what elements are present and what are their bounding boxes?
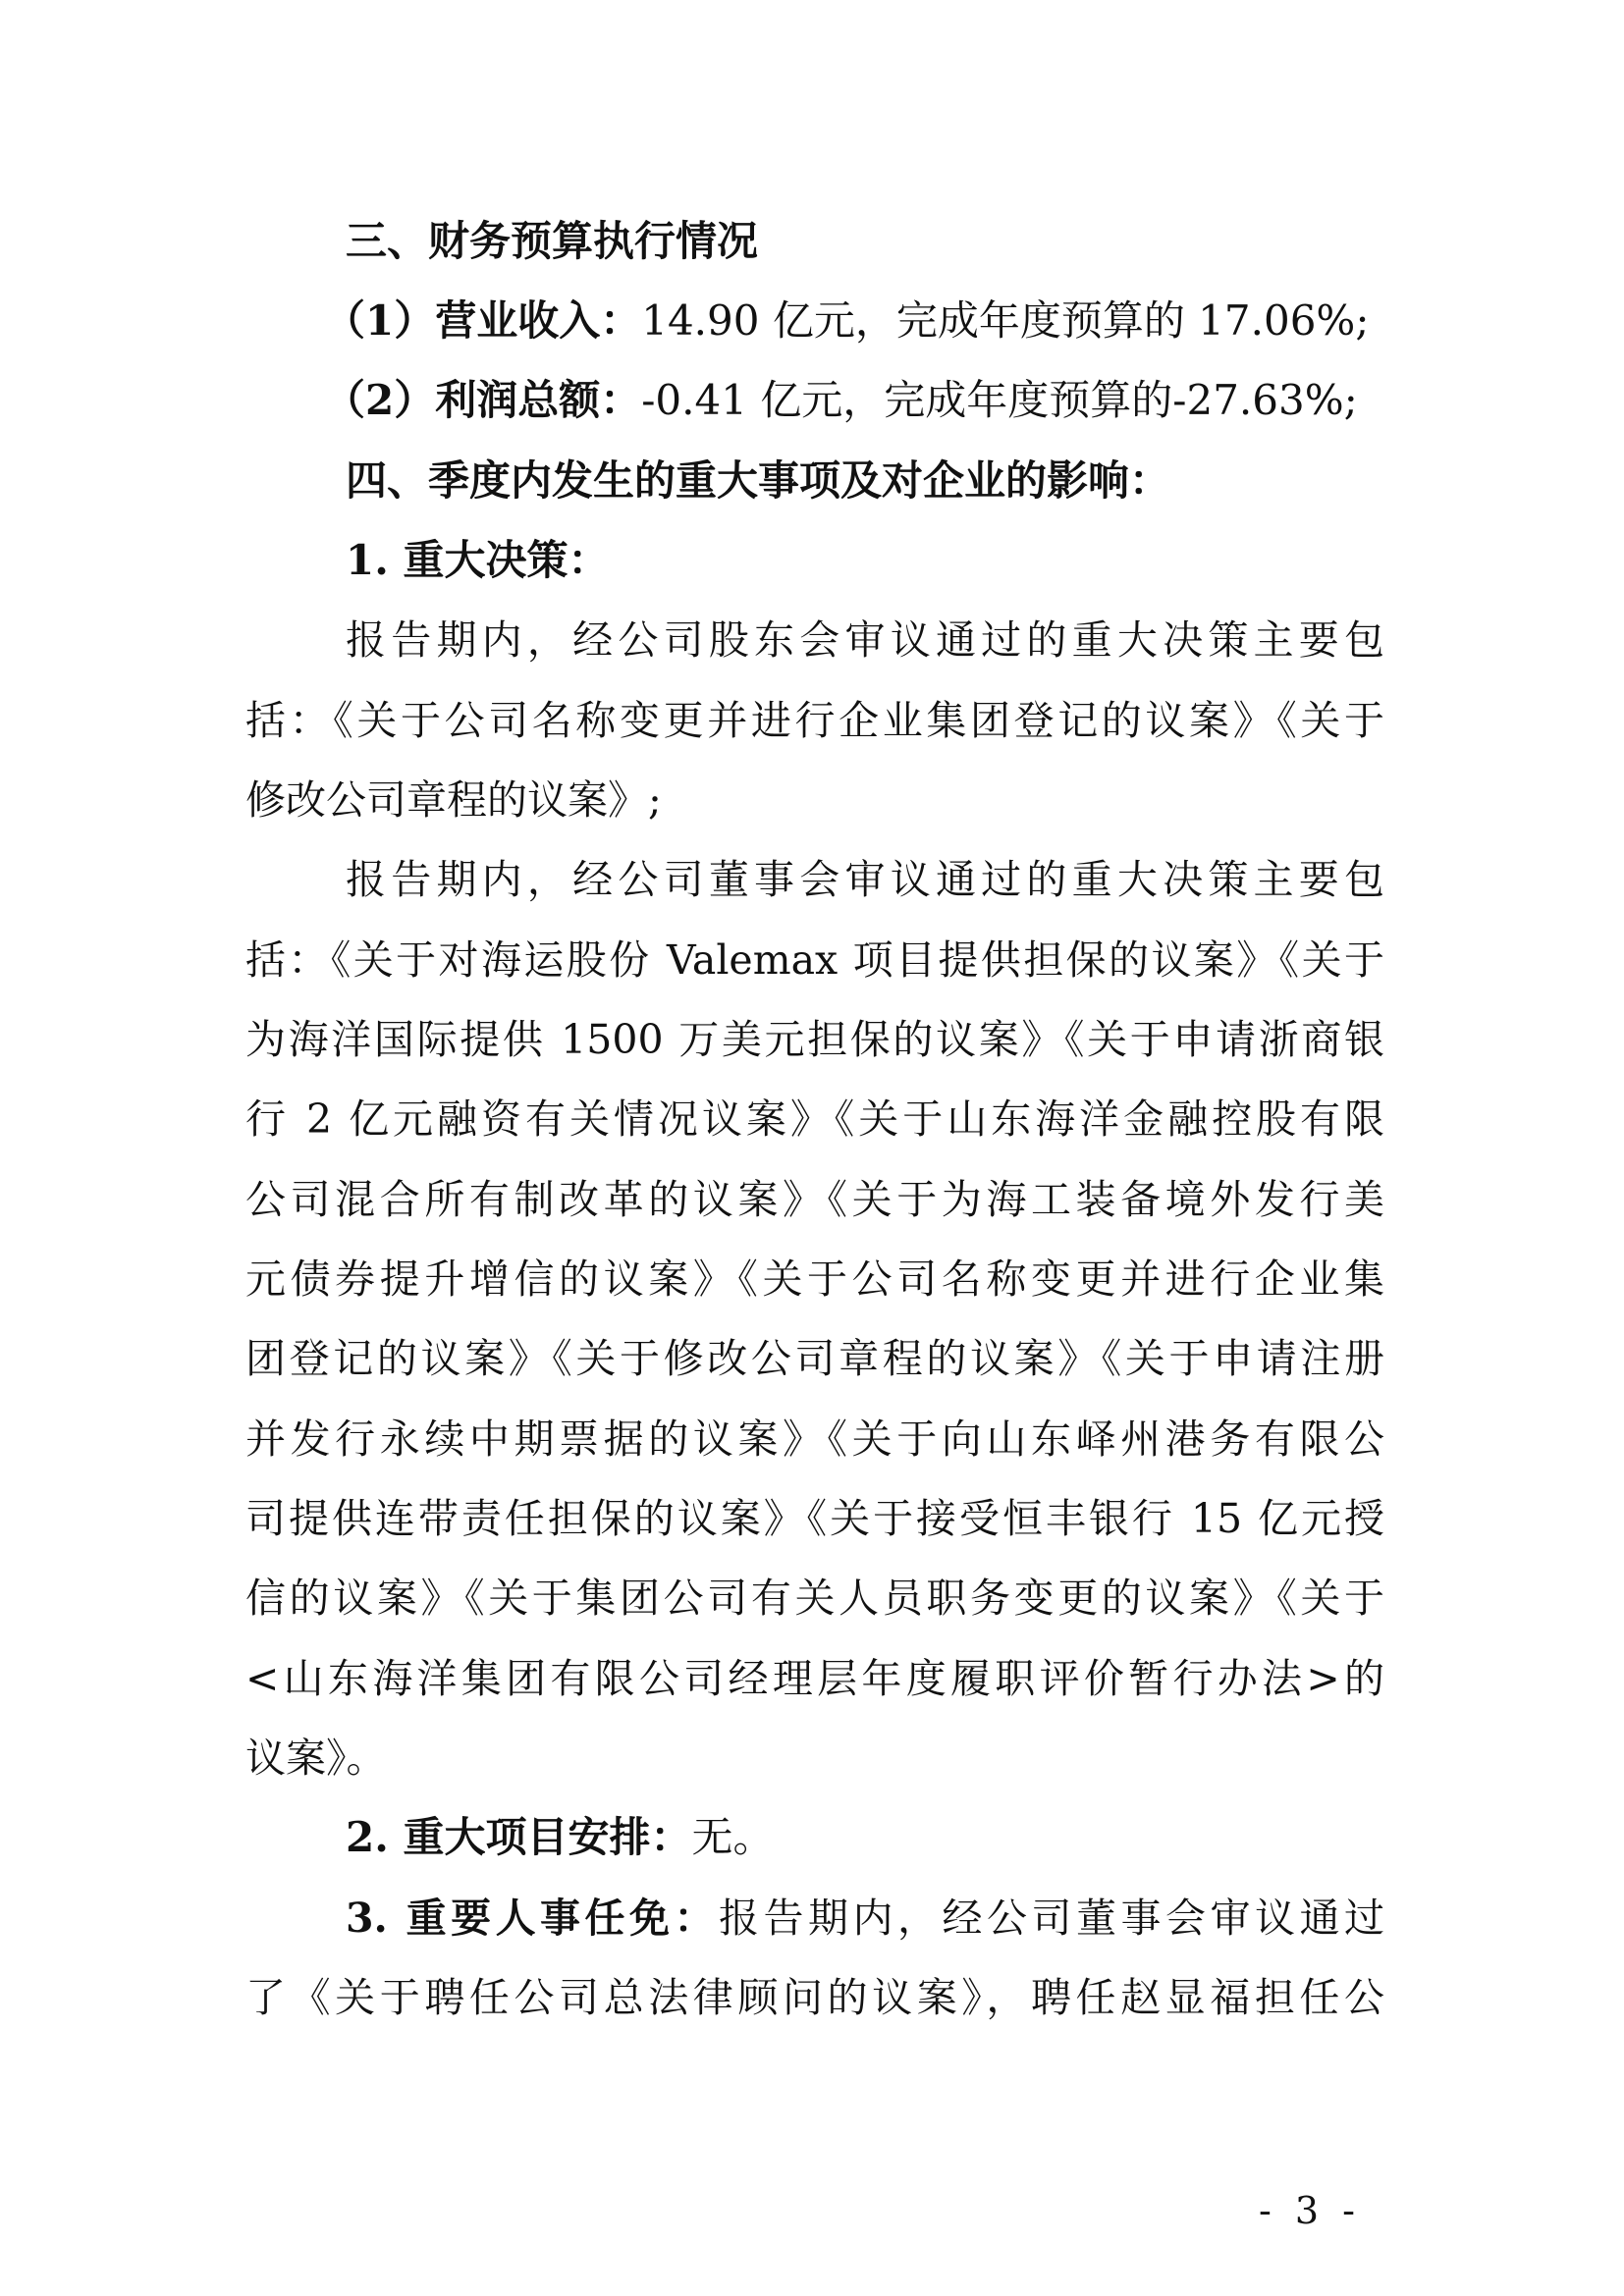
personnel-item <box>346 1889 1384 1948</box>
paragraph-line: 报告期内，经公司股东会审议通过的重大决策主要包 <box>346 616 1384 664</box>
profit-label: （2）利润总额： <box>324 376 642 424</box>
paragraph-line: 括：《关于公司名称变更并进行企业集团登记的议案》《关于 <box>245 697 1384 744</box>
paragraph-line: 元债券提升增信的议案》《关于公司名称变更并进行企业集 <box>245 1255 1384 1303</box>
section-4-heading: 四、季度内发生的重大事项及对企业的影响： <box>346 456 1171 505</box>
paragraph-line: 行 2 亿元融资有关情况议案》《关于山东海洋金融控股有限 <box>245 1095 1384 1143</box>
paragraph-line: 信的议案》《关于集团公司有关人员职务变更的议案》《关于 <box>245 1575 1384 1622</box>
paragraph-line: 括：《关于对海运股份 Valemax 项目提供担保的议案》《关于 <box>245 936 1384 984</box>
paragraph-line: 司提供连带责任担保的议案》《关于接受恒丰银行 15 亿元授 <box>245 1495 1384 1542</box>
page-number: - 3 - <box>1259 2189 1362 2232</box>
paragraph-line: 报告期内，经公司董事会审议通过的重大决策主要包 <box>346 856 1384 903</box>
paragraph-line: 并发行永续中期票据的议案》《关于向山东峄州港务有限公 <box>245 1415 1384 1463</box>
section-3-heading: 三、财务预算执行情况 <box>346 217 759 265</box>
revenue-value: 14.90 亿元，完成年度预算的 17.06%; <box>641 296 1370 345</box>
profit-item <box>324 371 1358 430</box>
revenue-item <box>324 292 1369 350</box>
paragraph-line: 了《关于聘任公司总法律顾问的议案》，聘任赵显福担任公 <box>245 1974 1384 2021</box>
paragraph-line: <山东海洋集团有限公司经理层年度履职评价暂行办法>的 <box>245 1655 1384 1702</box>
paragraph-line: 议案》。 <box>245 1735 387 1782</box>
personnel-text: 报告期内，经公司董事会审议通过 <box>719 1895 1384 1942</box>
paragraph-line: 为海洋国际提供 1500 万美元担保的议案》《关于申请浙商银 <box>245 1016 1384 1063</box>
major-projects-text: 无。 <box>691 1813 775 1861</box>
paragraph-line: 修改公司章程的议案》; <box>245 776 662 824</box>
personnel-heading: 3. 重要人事任免： <box>346 1895 720 1942</box>
major-projects-item <box>346 1808 774 1867</box>
major-projects-heading: 2. 重大项目安排： <box>346 1813 692 1861</box>
paragraph-line: 团登记的议案》《关于修改公司章程的议案》《关于申请注册 <box>245 1335 1384 1382</box>
profit-value: -0.41 亿元，完成年度预算的-27.63%; <box>641 376 1358 424</box>
major-decisions-heading: 1. 重大决策： <box>346 536 610 584</box>
paragraph-line: 公司混合所有制改革的议案》《关于为海工装备境外发行美 <box>245 1176 1384 1223</box>
revenue-label: （1）营业收入： <box>324 296 642 345</box>
